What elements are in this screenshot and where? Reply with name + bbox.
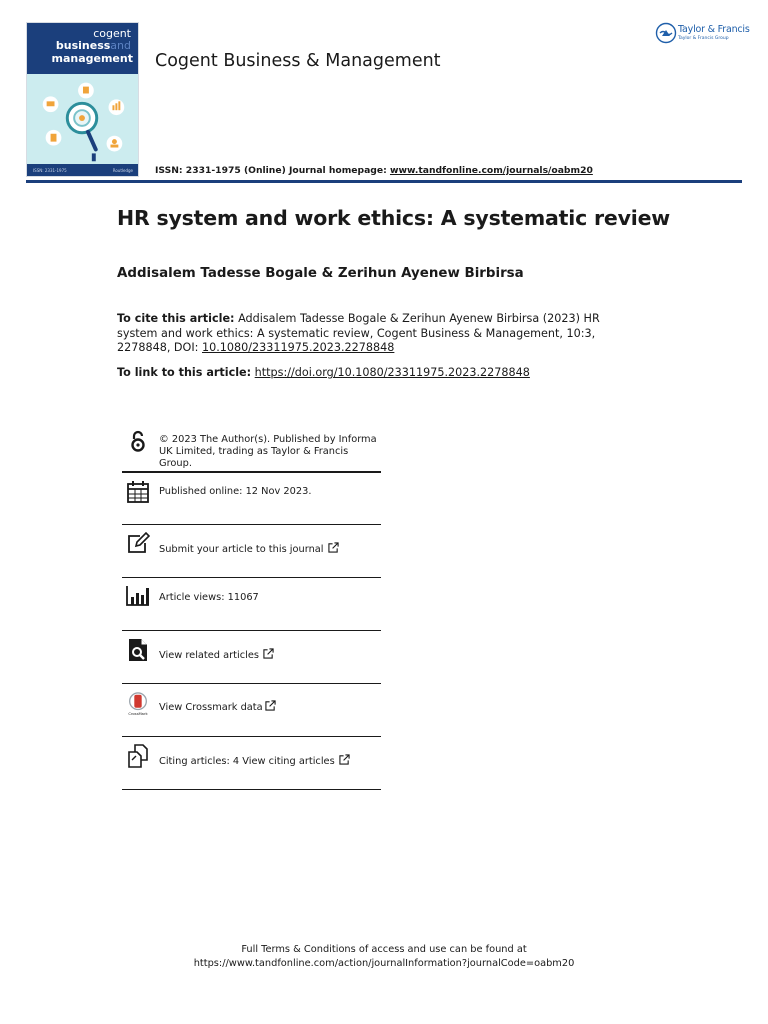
citing-icon xyxy=(126,744,150,768)
row-divider xyxy=(122,736,381,737)
external-link-icon xyxy=(265,700,276,711)
external-link-icon xyxy=(339,754,350,765)
edit-icon xyxy=(126,532,150,556)
cover-title-line1: cogent xyxy=(93,27,131,40)
logo-name: Taylor & Francis xyxy=(678,24,750,35)
cover-title-line3: management xyxy=(51,52,133,65)
header-divider xyxy=(26,180,742,183)
row-divider xyxy=(122,683,381,684)
row-divider xyxy=(122,524,381,525)
footer-terms-link[interactable]: https://www.tandfonline.com/action/journalInformation?journalCode=oabm20 xyxy=(193,958,575,969)
bar-chart-icon xyxy=(126,584,150,608)
link-label: To link to this article: xyxy=(117,366,252,379)
cover-publisher: Routledge xyxy=(112,168,133,173)
related-label: View related articles xyxy=(159,648,274,662)
article-authors: Addisalem Tadesse Bogale & Zerihun Ayenew Birbirsa xyxy=(117,266,524,281)
external-link-icon xyxy=(263,648,274,659)
row-divider xyxy=(122,577,381,578)
row-divider xyxy=(122,471,381,473)
external-link-icon xyxy=(328,542,339,553)
cover-illustration xyxy=(27,74,138,167)
terms-footer xyxy=(0,943,768,971)
issn-line xyxy=(155,165,593,176)
search-document-icon xyxy=(126,638,150,662)
related-articles-link[interactable] xyxy=(122,638,381,678)
citing-label: Citing articles: 4 View citing articles xyxy=(159,754,350,768)
cover-title-band xyxy=(27,23,138,74)
footer-line1: Full Terms & Conditions of access and use can be found at xyxy=(241,944,527,955)
svg-text:CrossMark: CrossMark xyxy=(128,712,148,716)
crossmark-label: View Crossmark data xyxy=(159,700,276,714)
published-date: Published online: 12 Nov 2023. xyxy=(159,486,312,497)
cite-text: Addisalem Tadesse Bogale & Zerihun Ayenew Birbirsa (2023) HR system and work ethics: A systematic review, Cogent Business & Management, 10:3, 2278848, DOI: xyxy=(117,312,600,354)
taylor-francis-logo[interactable] xyxy=(655,22,750,46)
row-divider xyxy=(122,630,381,631)
article-title: HR system and work ethics: A systematic review xyxy=(117,206,671,230)
article-doi-link[interactable]: https://doi.org/10.1080/23311975.2023.2278848 xyxy=(254,366,530,379)
submit-article-link[interactable] xyxy=(122,532,381,572)
article-views: Article views: 11067 xyxy=(159,592,259,603)
cover-issn: ISSN: 2331-1975 xyxy=(33,168,67,173)
cite-doi-link[interactable]: 10.1080/23311975.2023.2278848 xyxy=(202,341,395,354)
issn-text: ISSN: 2331-1975 (Online) Journal homepage: xyxy=(155,165,387,176)
journal-cover xyxy=(26,22,139,177)
crossmark-link[interactable] xyxy=(122,690,381,730)
submit-label: Submit your article to this journal xyxy=(159,542,339,556)
license-text: © 2023 The Author(s). Published by Informa UK Limited, trading as Taylor & Francis Group. xyxy=(159,434,377,469)
open-access-icon xyxy=(126,430,150,454)
journal-title: Cogent Business & Management xyxy=(155,51,441,71)
taylor-francis-logo-icon xyxy=(655,22,677,44)
cover-footer-band xyxy=(27,164,138,176)
cover-title-line2: businessand xyxy=(55,39,131,52)
license-row xyxy=(122,428,381,472)
article-link-line xyxy=(117,366,530,379)
logo-subtitle: Taylor & Francis Group xyxy=(678,36,729,41)
published-row xyxy=(122,478,381,518)
citation-block xyxy=(117,312,642,356)
article-views-row[interactable] xyxy=(122,584,381,624)
calendar-icon xyxy=(126,480,150,504)
journal-homepage-link[interactable]: www.tandfonline.com/journals/oabm20 xyxy=(389,165,593,176)
row-divider xyxy=(122,789,381,790)
cite-label: To cite this article: xyxy=(117,312,235,325)
citing-articles-link[interactable] xyxy=(122,744,381,784)
crossmark-icon xyxy=(126,692,150,716)
